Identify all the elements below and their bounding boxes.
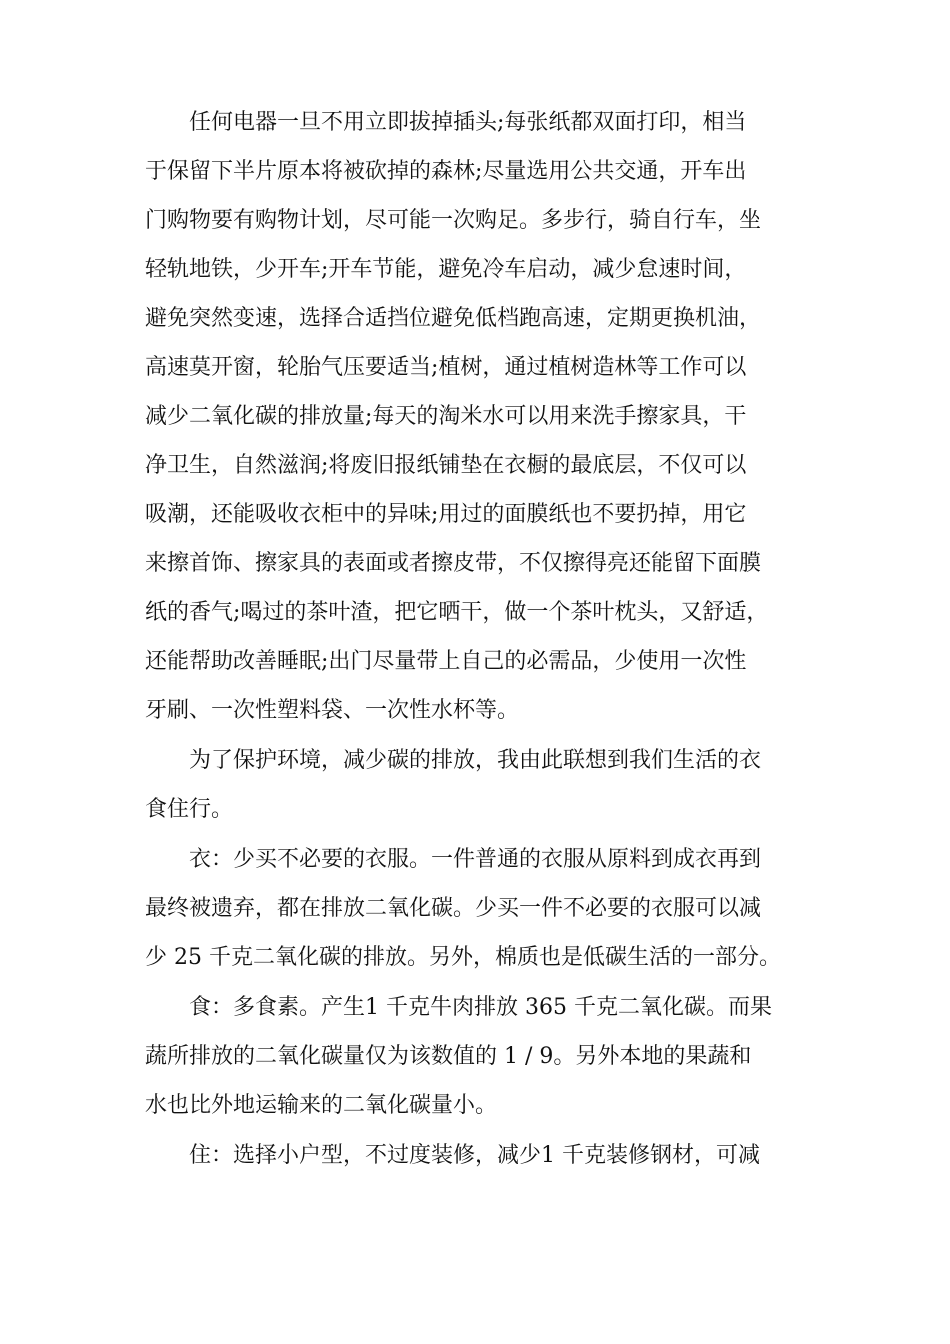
text-line: 净卫生，自然滋润;将废旧报纸铺垫在衣橱的最底层，不仅可以 [145,453,747,478]
paragraph-energy-saving-tips [145,98,815,735]
text-line: 纸的香气;喝过的茶叶渣，把它晒干，做一个茶叶枕头，又舒适， [145,600,769,625]
text-line: 高速莫开窗，轮胎气压要适当;植树，通过植树造林等工作可以 [145,355,747,380]
text-line: 轻轨地铁，少开车;开车节能，避免冷车启动，减少怠速时间， [145,257,747,282]
text-line: 水也比外地运输来的二氧化碳量小。 [145,1093,498,1118]
text-line: 食：多食素。产生1 千克牛肉排放 365 千克二氧化碳。而果 [189,995,772,1020]
text-line: 住：选择小户型，不过度装修，减少1 千克装修钢材，可减 [189,1143,760,1168]
text-line: 少 25 千克二氧化碳的排放。另外，棉质也是低碳生活的一部分。 [145,945,781,970]
text-line: 食住行。 [145,797,234,822]
text-line: 牙刷、一次性塑料袋、一次性水杯等。 [145,698,520,723]
text-line: 最终被遗弃，都在排放二氧化碳。少买一件不必要的衣服可以减 [145,896,762,921]
document-body [145,98,815,1181]
paragraph-intro-daily-life [145,736,815,834]
text-line: 于保留下半片原本将被砍掉的森林;尽量选用公共交通，开车出 [145,159,747,184]
text-line: 门购物要有购物计划，尽可能一次购足。多步行，骑自行车，坐 [145,208,762,233]
paragraph-clothing [145,835,815,982]
text-line: 还能帮助改善睡眠;出门尽量带上自己的必需品，少使用一次性 [145,649,747,674]
text-line: 蔬所排放的二氧化碳量仅为该数值的 1 / 9。另外本地的果蔬和 [145,1044,752,1069]
text-line: 来擦首饰、擦家具的表面或者擦皮带，不仅擦得亮还能留下面膜 [145,551,762,576]
paragraph-housing [145,1131,815,1180]
text-line: 衣：少买不必要的衣服。一件普通的衣服从原料到成衣再到 [189,847,762,872]
text-line: 吸潮，还能吸收衣柜中的异味;用过的面膜纸也不要扔掉，用它 [145,502,747,527]
text-line: 避免突然变速，选择合适挡位避免低档跑高速，定期更换机油， [145,306,762,331]
text-line: 减少二氧化碳的排放量;每天的淘米水可以用来洗手擦家具，干 [145,404,747,429]
text-line: 任何电器一旦不用立即拔掉插头;每张纸都双面打印，相当 [189,110,747,135]
paragraph-food [145,983,815,1130]
text-line: 为了保护环境，减少碳的排放，我由此联想到我们生活的衣 [189,748,762,773]
